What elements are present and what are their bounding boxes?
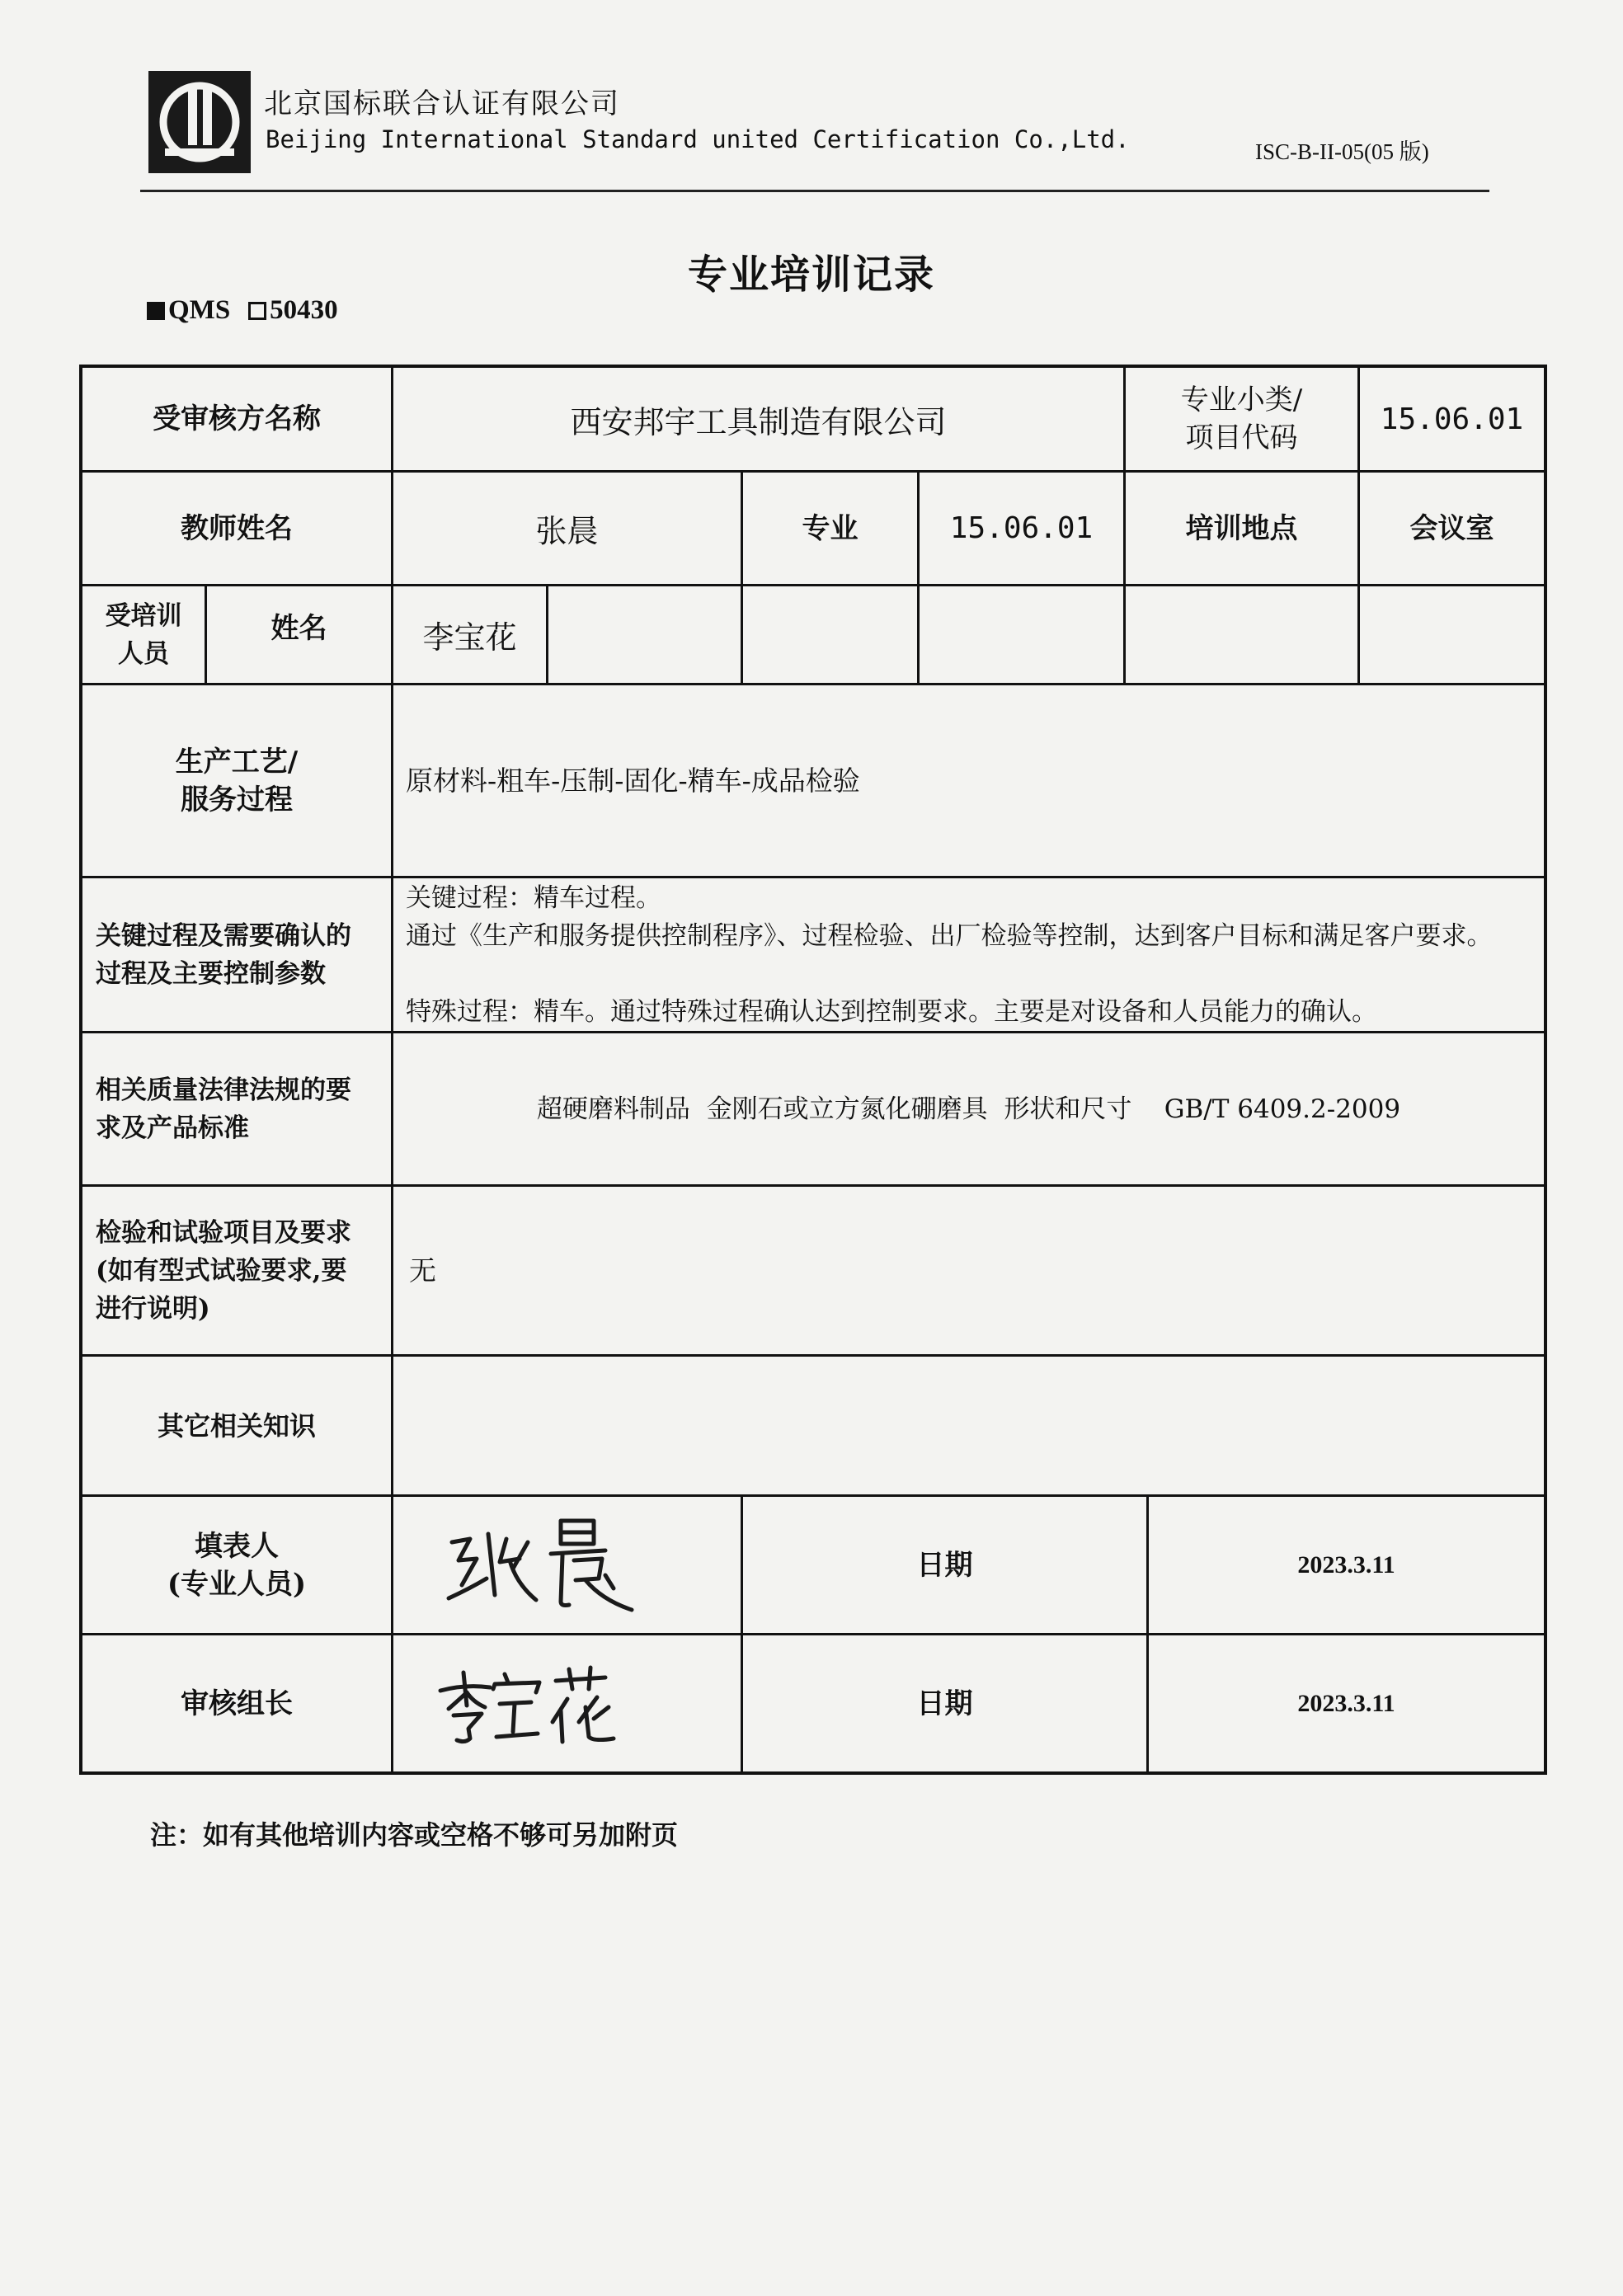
filler-label (82, 1497, 391, 1633)
category-value: 15.06.01 (1380, 402, 1524, 436)
teacher-label: 教师姓名 (181, 511, 293, 545)
location-label: 培训地点 (1185, 511, 1298, 545)
trainee-label (82, 586, 205, 683)
50430-label: 50430 (270, 295, 338, 325)
key-process-label-line1: 关键过程及需要确认的 (96, 920, 351, 951)
process-label-line2: 服务过程 (181, 783, 293, 816)
leader-label: 审核组长 (181, 1687, 293, 1720)
law-value: 超硬磨料制品 金刚石或立方氮化硼磨具 形状和尺寸 GB/T 6409.2-2009 (536, 1094, 1401, 1124)
location-value: 会议室 (1409, 511, 1494, 545)
teacher-value: 张晨 (535, 513, 599, 549)
other-knowledge-value (393, 1357, 1544, 1494)
key-process-line2: 通过《生产和服务提供控制程序》、过程检验、出厂检验等控制，达到客户目标和满足客户要求。 (406, 921, 1493, 951)
key-process-line3: 特殊过程：精车。通过特殊过程确认达到控制要求。主要是对设备和人员能力的确认。 (406, 997, 1377, 1027)
date-label-1: 日期 (916, 1548, 973, 1582)
page-title: 专业培训记录 (687, 252, 935, 298)
company-logo (147, 69, 252, 175)
date-label-2: 日期 (916, 1687, 973, 1720)
process-label (82, 685, 391, 876)
date-value-1: 2023.3.11 (1297, 1550, 1395, 1578)
date-value-2: 2023.3.11 (1297, 1689, 1395, 1717)
key-process-value (406, 879, 1541, 1031)
category-label (1126, 368, 1357, 470)
filler-signature (437, 1509, 684, 1616)
document-code: ISC-B-II-05(05 版) (1255, 139, 1429, 164)
key-process-label (82, 878, 391, 1031)
category-label-line1: 专业小类/ (1180, 383, 1303, 416)
qms-label: QMS (168, 295, 231, 325)
name-label: 姓名 (270, 612, 327, 645)
process-label-line1: 生产工艺/ (175, 745, 299, 779)
process-value: 原材料-粗车-压制-固化-精车-成品检验 (406, 764, 860, 797)
trainee-name: 李宝花 (422, 619, 517, 656)
law-label-line2: 求及产品标准 (96, 1113, 249, 1143)
trainee-label-line1: 受培训 (105, 600, 182, 631)
law-label-line1: 相关质量法律法规的要 (96, 1075, 351, 1105)
specialty-label: 专业 (802, 511, 859, 545)
auditee-value: 西安邦宇工具制造有限公司 (570, 403, 947, 440)
key-process-line1: 关键过程：精车过程。 (406, 883, 661, 913)
auditee-label: 受审核方名称 (153, 402, 321, 435)
test-label-line3: 进行说明) (96, 1293, 210, 1324)
key-process-label-line2: 过程及主要控制参数 (96, 958, 326, 989)
leader-signature (432, 1659, 680, 1750)
trainee-label-line2: 人员 (118, 638, 169, 669)
test-label (82, 1187, 391, 1354)
other-knowledge-label: 其它相关知识 (157, 1409, 316, 1442)
test-label-line1: 检验和试验项目及要求 (96, 1217, 351, 1248)
test-label-line2: (如有型式试验要求,要 (96, 1255, 347, 1286)
company-name-cn: 北京国标联合认证有限公司 (264, 87, 620, 120)
training-record-table (79, 365, 1547, 1775)
filler-label-line2: (专业人员) (167, 1567, 307, 1601)
test-value: 无 (409, 1254, 436, 1287)
footnote: 注：如有其他培训内容或空格不够可另加附页 (150, 1819, 679, 1851)
specialty-value: 15.06.01 (949, 511, 1094, 545)
standard-checkboxes (147, 295, 338, 326)
category-label-line2: 项目代码 (1185, 421, 1298, 454)
qms-checkbox[interactable] (147, 302, 165, 320)
header-divider (140, 190, 1489, 192)
company-name-en: Beijing International Standard united Certification Co.,Ltd. (266, 125, 1130, 153)
law-label (82, 1033, 391, 1184)
filler-label-line1: 填表人 (195, 1529, 279, 1563)
50430-checkbox[interactable] (248, 302, 266, 320)
